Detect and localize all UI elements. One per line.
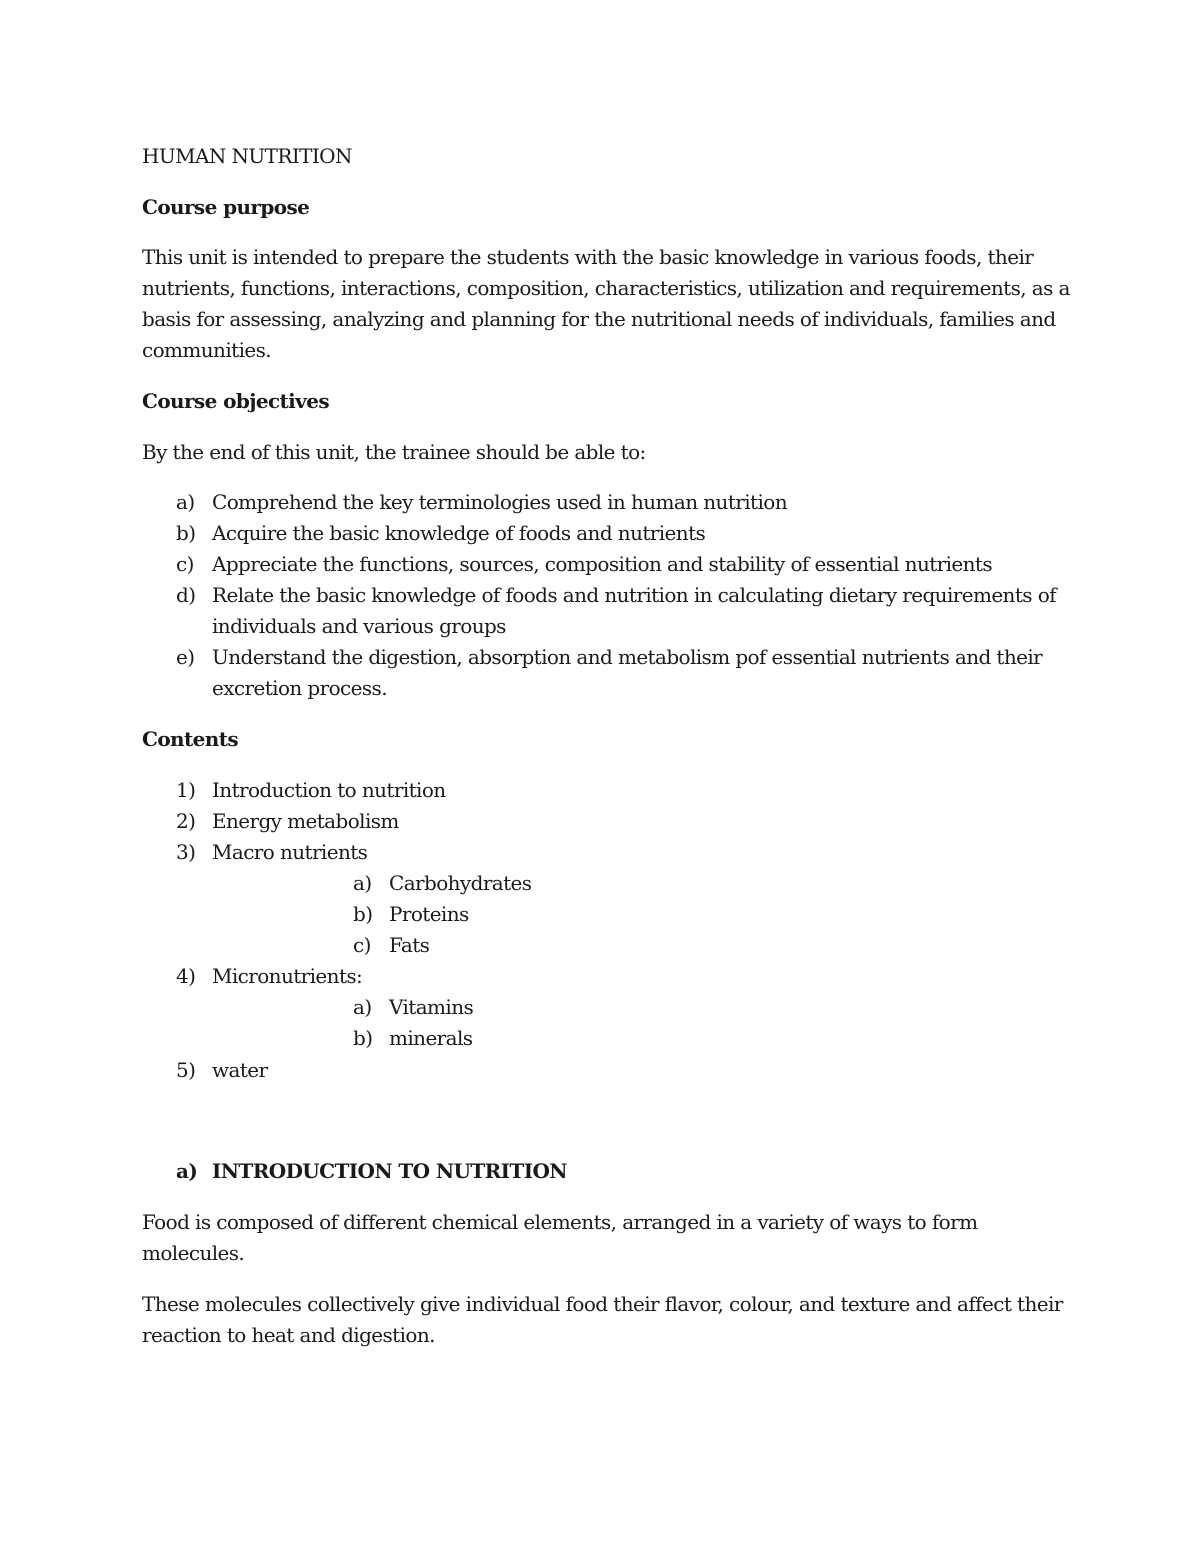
list-item: Relate the basic knowledge of foods and nutrition in calculating dietary requirements of [212,583,1056,607]
sub-list-marker: c) [353,933,371,957]
sub-list-marker: a) [353,995,372,1019]
paragraph-line: reaction to heat and digestion. [142,1323,435,1347]
list-item-continuation: excretion process. [212,676,387,700]
list-item: Energy metabolism [212,809,399,833]
list-item: Comprehend the key terminologies used in human nutrition [212,490,787,514]
list-marker: c) [176,552,194,576]
list-marker: d) [176,583,196,607]
objectives-intro: By the end of this unit, the trainee should be able to: [142,440,646,464]
course-purpose-heading: Course purpose [142,195,310,219]
sub-list-item: Vitamins [389,995,474,1019]
sub-list-marker: b) [353,902,373,926]
list-item: Micronutrients: [212,964,363,988]
list-item: water [212,1058,268,1082]
list-marker: 5) [176,1058,196,1082]
paragraph-line: These molecules collectively give individual food their flavor, colour, and texture and affect their [142,1292,1063,1316]
list-marker: a) [176,490,195,514]
list-item: Appreciate the functions, sources, composition and stability of essential nutrients [212,552,993,576]
list-item: Understand the digestion, absorption and metabolism pof essential nutrients and their [212,645,1043,669]
document-title: HUMAN NUTRITION [142,144,352,168]
paragraph-line: nutrients, functions, interactions, composition, characteristics, utilization and requirements, as a [142,276,1070,300]
list-item: Introduction to nutrition [212,778,446,802]
paragraph-line: communities. [142,338,272,362]
list-marker: b) [176,521,196,545]
sub-list-item: Proteins [389,902,469,926]
paragraph-line: basis for assessing, analyzing and planning for the nutritional needs of individuals, families and [142,307,1056,331]
list-marker: 1) [176,778,196,802]
sub-list-marker: a) [353,871,372,895]
sub-list-item: Carbohydrates [389,871,532,895]
sub-list-item: minerals [389,1026,473,1050]
section-marker: a) [176,1159,198,1183]
course-objectives-heading: Course objectives [142,389,329,413]
list-item: Acquire the basic knowledge of foods and nutrients [212,521,706,545]
paragraph-line: Food is composed of different chemical elements, arranged in a variety of ways to form [142,1210,978,1234]
list-marker: 2) [176,809,196,833]
list-item-continuation: individuals and various groups [212,614,506,638]
contents-heading: Contents [142,727,239,751]
list-marker: e) [176,645,195,669]
list-item: Macro nutrients [212,840,368,864]
list-marker: 4) [176,964,196,988]
sub-list-marker: b) [353,1026,373,1050]
list-marker: 3) [176,840,196,864]
paragraph-line: This unit is intended to prepare the students with the basic knowledge in various foods, their [142,245,1034,269]
sub-list-item: Fats [389,933,430,957]
section-heading: INTRODUCTION TO NUTRITION [212,1159,567,1183]
paragraph-line: molecules. [142,1241,245,1265]
